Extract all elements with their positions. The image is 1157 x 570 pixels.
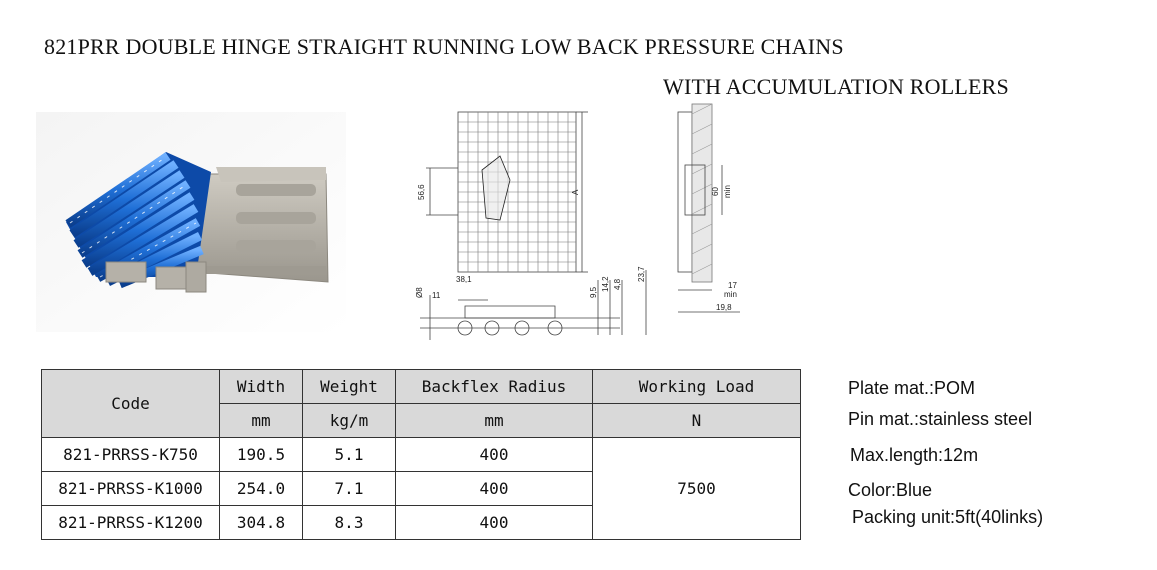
col-header-weight: Weight [303,370,396,404]
prop-max-length: Max.length:12m [850,445,979,465]
unit-weight: kg/m [303,404,396,438]
page-title-line1: 821PRR DOUBLE HINGE STRAIGHT RUNNING LOW BACK PRESSURE CHAINS [44,34,844,59]
dim-min-label-1: min [723,185,732,198]
prop-packing-unit: Packing unit:5ft(40links) [852,507,1044,527]
dim-11-label: 11 [432,291,441,300]
table-row [42,438,801,472]
dim-a-label: A [571,189,580,195]
cell-weight: 7.1 [303,472,396,506]
dim-23-7-label: 23,7 [637,266,646,282]
cell-backflex: 400 [396,506,593,540]
prop-pin-material: Pin mat.:stainless steel [848,409,1033,429]
dim-56-label: 56,6 [417,184,426,200]
dim-19-8-label: 19,8 [716,303,732,312]
dim-17-label: 17 [728,281,737,290]
cell-width: 304.8 [220,506,303,540]
cell-code: 821-PRRSS-K750 [42,438,220,472]
technical-drawing [410,100,750,350]
table-header-row [42,370,801,404]
cell-working-load: 7500 [593,438,801,540]
unit-working-load: N [593,404,801,438]
dim-60-label: 60 [711,187,720,196]
dim-8-label: Ø8 [415,287,424,298]
prop-color: Color:Blue [848,480,933,500]
page-title-line2: WITH ACCUMULATION ROLLERS [663,74,1009,99]
prop-plate-material: Plate mat.:POM [848,378,976,398]
dim-38-label: 38,1 [456,275,472,284]
cell-weight: 5.1 [303,438,396,472]
dim-14-2-label: 14,2 [601,276,610,292]
cell-width: 190.5 [220,438,303,472]
dim-min-label-2: min [724,290,737,299]
cell-code: 821-PRRSS-K1200 [42,506,220,540]
cell-code: 821-PRRSS-K1000 [42,472,220,506]
cell-width: 254.0 [220,472,303,506]
col-header-code: Code [42,370,220,438]
cell-backflex: 400 [396,438,593,472]
col-header-width: Width [220,370,303,404]
dim-9-5-label: 9,5 [589,286,598,298]
unit-backflex: mm [396,404,593,438]
col-header-working-load: Working Load [593,370,801,404]
cell-weight: 8.3 [303,506,396,540]
chain-product-photo [36,112,346,332]
unit-width: mm [220,404,303,438]
dim-4-8-label: 4,8 [613,278,622,290]
spec-table [41,369,801,540]
cell-backflex: 400 [396,472,593,506]
chain-top-view [458,112,576,272]
col-header-backflex: Backflex Radius [396,370,593,404]
